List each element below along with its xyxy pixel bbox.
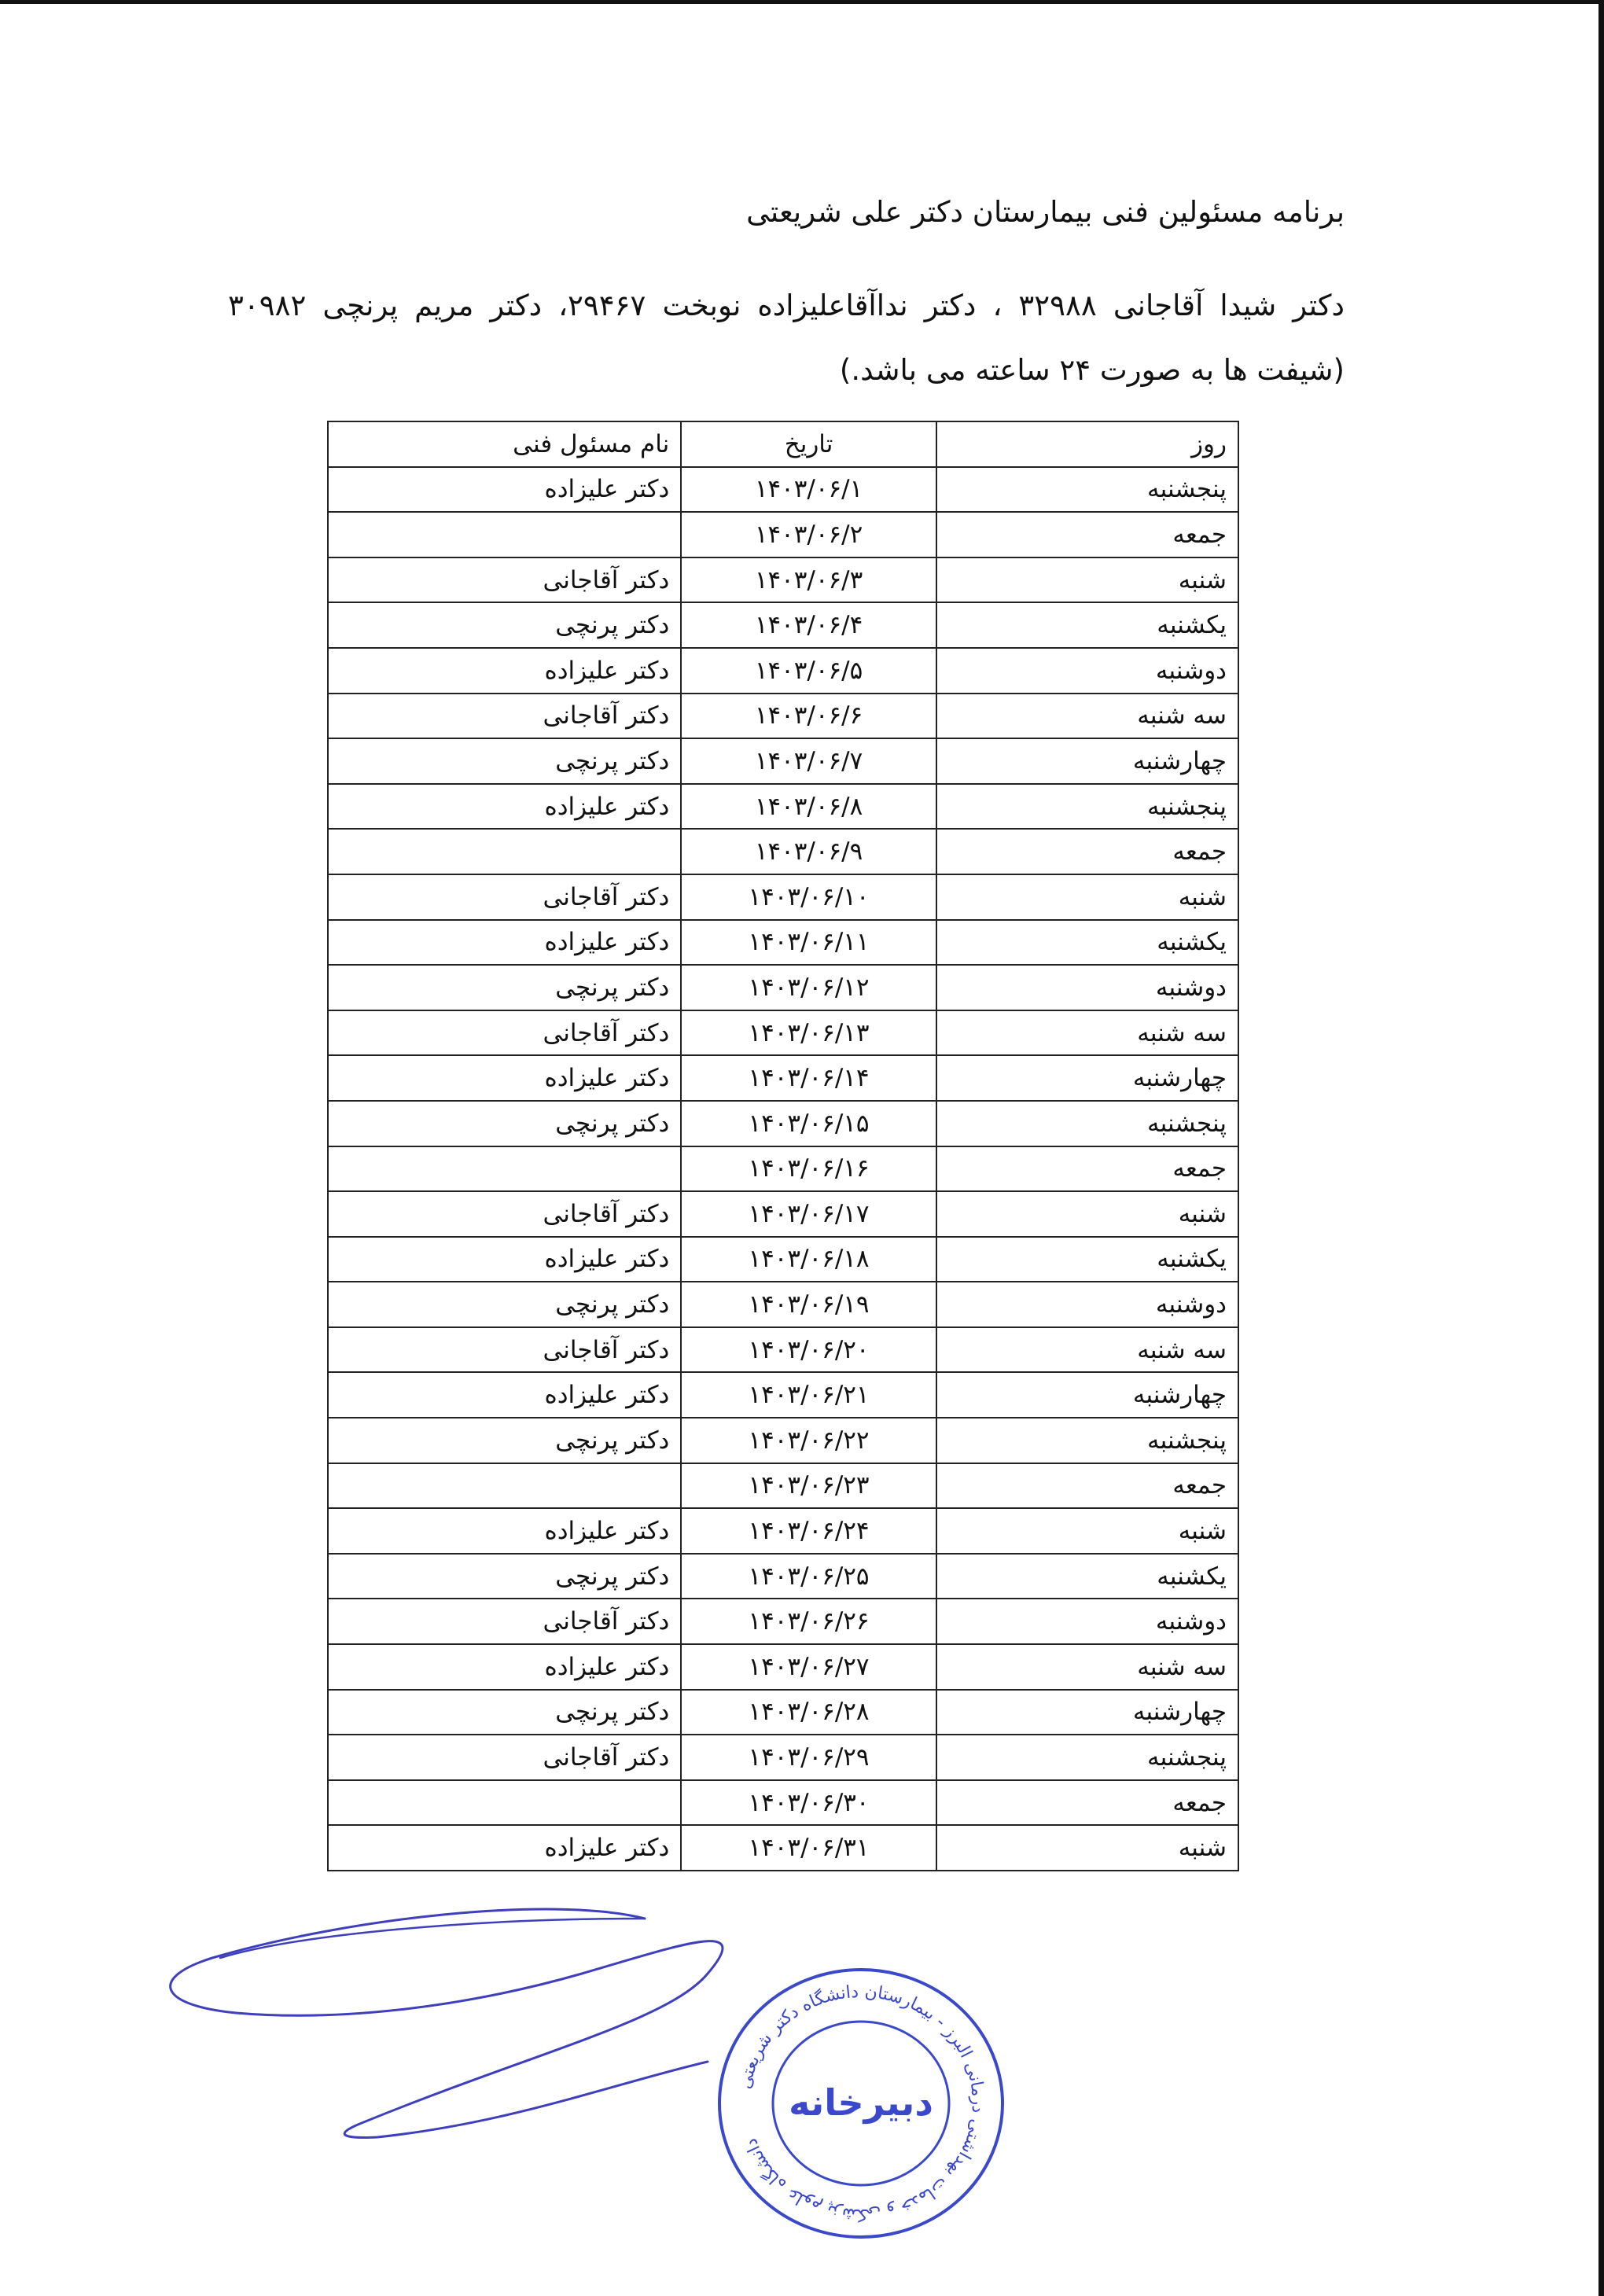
day-cell: دوشنبه: [936, 965, 1238, 1010]
table-row: [328, 738, 1238, 784]
date-cell: ۱۴۰۳/۰۶/۱۶: [681, 1146, 936, 1192]
responsible-name-cell: [328, 1780, 681, 1826]
responsible-name-cell: دکتر پرنچی: [328, 1101, 681, 1146]
table-row: [328, 1146, 1238, 1192]
responsible-name-cell: دکتر علیزاده: [328, 784, 681, 830]
document-intro: دکتر شیدا آقاجانی ۳۲۹۸۸ ، دکتر نداآقاعلیزاده نوبخت ۲۹۴۶۷، دکتر مریم پرنچی ۳۰۹۸۲ (شیفت ها به صورت ۲۴ ساعته می باشد.): [228, 289, 1345, 387]
date-cell: ۱۴۰۳/۰۶/۲۳: [681, 1463, 936, 1509]
responsible-name-cell: دکتر آقاجانی: [328, 557, 681, 603]
responsible-name-cell: دکتر پرنچی: [328, 965, 681, 1010]
table-row: [328, 1372, 1238, 1418]
day-cell: پنجشنبه: [936, 784, 1238, 830]
day-cell: پنجشنبه: [936, 1735, 1238, 1780]
responsible-name-cell: دکتر پرنچی: [328, 1554, 681, 1599]
table-row: [328, 1101, 1238, 1146]
date-cell: ۱۴۰۳/۰۶/۶: [681, 694, 936, 739]
responsible-name-cell: دکتر پرنچی: [328, 1690, 681, 1735]
table-row: [328, 694, 1238, 739]
table-row: [328, 1735, 1238, 1780]
day-cell: شنبه: [936, 874, 1238, 920]
day-cell: چهارشنبه: [936, 1690, 1238, 1735]
responsible-name-cell: دکتر آقاجانی: [328, 874, 681, 920]
date-cell: ۱۴۰۳/۰۶/۸: [681, 784, 936, 830]
schedule-table: [327, 421, 1239, 1871]
table-row: [328, 1599, 1238, 1644]
responsible-name-cell: دکتر پرنچی: [328, 602, 681, 648]
day-cell: شنبه: [936, 1508, 1238, 1554]
day-cell: یکشنبه: [936, 1554, 1238, 1599]
date-cell: ۱۴۰۳/۰۶/۱۴: [681, 1055, 936, 1101]
responsible-name-cell: دکتر علیزاده: [328, 1372, 681, 1418]
day-cell: چهارشنبه: [936, 738, 1238, 784]
scan-top-border: [0, 0, 1604, 4]
responsible-name-cell: [328, 829, 681, 874]
official-stamp: [708, 1958, 1014, 2249]
date-cell: ۱۴۰۳/۰۶/۲۰: [681, 1327, 936, 1373]
responsible-name-cell: دکتر علیزاده: [328, 467, 681, 513]
table-row: [328, 1690, 1238, 1735]
day-cell: دوشنبه: [936, 1599, 1238, 1644]
table-header-row: [328, 421, 1238, 467]
responsible-name-cell: دکتر علیزاده: [328, 1237, 681, 1282]
responsible-name-cell: دکتر آقاجانی: [328, 694, 681, 739]
date-cell: ۱۴۰۳/۰۶/۴: [681, 602, 936, 648]
day-cell: سه شنبه: [936, 1644, 1238, 1690]
responsible-name-cell: دکتر آقاجانی: [328, 1599, 681, 1644]
table-row: [328, 1237, 1238, 1282]
table-row: [328, 1055, 1238, 1101]
date-cell: ۱۴۰۳/۰۶/۱۹: [681, 1282, 936, 1327]
responsible-name-cell: دکتر پرنچی: [328, 1282, 681, 1327]
table-row: [328, 467, 1238, 513]
day-cell: جمعه: [936, 829, 1238, 874]
date-cell: ۱۴۰۳/۰۶/۳۰: [681, 1780, 936, 1826]
table-row: [328, 602, 1238, 648]
stamp-ring-text: دانشگاه علوم پزشکی و خدمات بهداشتی درمانی البرز - بیمارستان دانشگاه دکتر شریعتی: [735, 1981, 988, 2225]
day-cell: پنجشنبه: [936, 1101, 1238, 1146]
date-cell: ۱۴۰۳/۰۶/۱۷: [681, 1191, 936, 1237]
date-cell: ۱۴۰۳/۰۶/۱۱: [681, 920, 936, 966]
responsible-name-cell: دکتر علیزاده: [328, 1825, 681, 1871]
day-cell: جمعه: [936, 512, 1238, 557]
table-row: [328, 1327, 1238, 1373]
date-cell: ۱۴۰۳/۰۶/۱۸: [681, 1237, 936, 1282]
day-cell: یکشنبه: [936, 920, 1238, 966]
table-row: [328, 920, 1238, 966]
table-row: [328, 557, 1238, 603]
date-cell: ۱۴۰۳/۰۶/۲۵: [681, 1554, 936, 1599]
date-cell: ۱۴۰۳/۰۶/۱۲: [681, 965, 936, 1010]
table-row: [328, 1010, 1238, 1056]
table-row: [328, 1463, 1238, 1509]
day-cell: دوشنبه: [936, 648, 1238, 694]
date-cell: ۱۴۰۳/۰۶/۱۳: [681, 1010, 936, 1056]
responsible-name-cell: دکتر آقاجانی: [328, 1191, 681, 1237]
table-row: [328, 874, 1238, 920]
day-cell: پنجشنبه: [936, 1418, 1238, 1463]
day-cell: سه شنبه: [936, 1327, 1238, 1373]
table-row: [328, 1508, 1238, 1554]
document-title: برنامه مسئولین فنی بیمارستان دکتر علی شریعتی: [746, 195, 1345, 229]
day-cell: جمعه: [936, 1146, 1238, 1192]
table-row: [328, 965, 1238, 1010]
responsible-name-cell: دکتر علیزاده: [328, 1508, 681, 1554]
table-row: [328, 1282, 1238, 1327]
date-cell: ۱۴۰۳/۰۶/۲۴: [681, 1508, 936, 1554]
responsible-name-cell: دکتر علیزاده: [328, 1055, 681, 1101]
table-row: [328, 829, 1238, 874]
day-cell: یکشنبه: [936, 1237, 1238, 1282]
date-cell: ۱۴۰۳/۰۶/۵: [681, 648, 936, 694]
day-cell: سه شنبه: [936, 694, 1238, 739]
header-day: روز: [936, 421, 1238, 467]
responsible-name-cell: دکتر علیزاده: [328, 1644, 681, 1690]
scan-right-border: [1598, 0, 1604, 2296]
header-date: تاریخ: [681, 421, 936, 467]
day-cell: جمعه: [936, 1780, 1238, 1826]
table-row: [328, 1644, 1238, 1690]
responsible-name-cell: دکتر آقاجانی: [328, 1735, 681, 1780]
day-cell: شنبه: [936, 1825, 1238, 1871]
date-cell: ۱۴۰۳/۰۶/۹: [681, 829, 936, 874]
header-name: نام مسئول فنی: [328, 421, 681, 467]
date-cell: ۱۴۰۳/۰۶/۱۰: [681, 874, 936, 920]
day-cell: چهارشنبه: [936, 1055, 1238, 1101]
responsible-name-cell: دکتر علیزاده: [328, 648, 681, 694]
table-row: [328, 784, 1238, 830]
table-row: [328, 1191, 1238, 1237]
responsible-name-cell: دکتر علیزاده: [328, 920, 681, 966]
table-row: [328, 1825, 1238, 1871]
table-row: [328, 1418, 1238, 1463]
day-cell: دوشنبه: [936, 1282, 1238, 1327]
date-cell: ۱۴۰۳/۰۶/۳۱: [681, 1825, 936, 1871]
date-cell: ۱۴۰۳/۰۶/۲۶: [681, 1599, 936, 1644]
stamp-center-text: دبیرخانه: [789, 2081, 933, 2124]
table-row: [328, 1780, 1238, 1826]
responsible-name-cell: [328, 1463, 681, 1509]
day-cell: چهارشنبه: [936, 1372, 1238, 1418]
date-cell: ۱۴۰۳/۰۶/۲۷: [681, 1644, 936, 1690]
day-cell: یکشنبه: [936, 602, 1238, 648]
table-row: [328, 1554, 1238, 1599]
date-cell: ۱۴۰۳/۰۶/۱: [681, 467, 936, 513]
date-cell: ۱۴۰۳/۰۶/۲۱: [681, 1372, 936, 1418]
date-cell: ۱۴۰۳/۰۶/۲۲: [681, 1418, 936, 1463]
date-cell: ۱۴۰۳/۰۶/۲: [681, 512, 936, 557]
table-row: [328, 512, 1238, 557]
responsible-name-cell: [328, 512, 681, 557]
date-cell: ۱۴۰۳/۰۶/۳: [681, 557, 936, 603]
responsible-name-cell: [328, 1146, 681, 1192]
date-cell: ۱۴۰۳/۰۶/۲۹: [681, 1735, 936, 1780]
day-cell: سه شنبه: [936, 1010, 1238, 1056]
day-cell: جمعه: [936, 1463, 1238, 1509]
responsible-name-cell: دکتر پرنچی: [328, 1418, 681, 1463]
schedule-body: [328, 467, 1238, 1871]
responsible-name-cell: دکتر آقاجانی: [328, 1010, 681, 1056]
table-row: [328, 648, 1238, 694]
responsible-name-cell: دکتر پرنچی: [328, 738, 681, 784]
date-cell: ۱۴۰۳/۰۶/۷: [681, 738, 936, 784]
date-cell: ۱۴۰۳/۰۶/۲۸: [681, 1690, 936, 1735]
day-cell: پنجشنبه: [936, 467, 1238, 513]
responsible-name-cell: دکتر آقاجانی: [328, 1327, 681, 1373]
day-cell: شنبه: [936, 557, 1238, 603]
date-cell: ۱۴۰۳/۰۶/۱۵: [681, 1101, 936, 1146]
day-cell: شنبه: [936, 1191, 1238, 1237]
